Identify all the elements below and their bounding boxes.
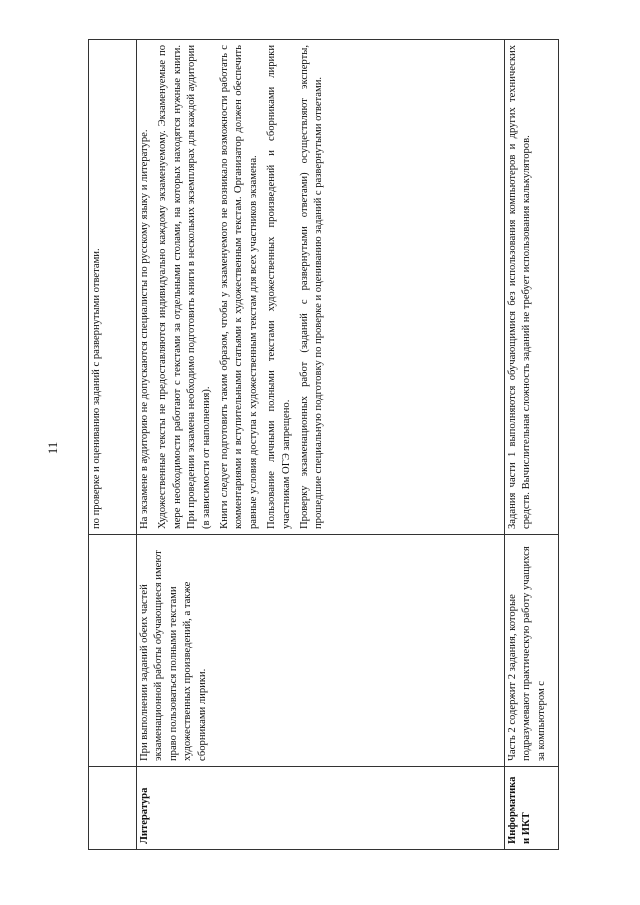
cell-empty [89, 535, 137, 767]
literature-rule-paragraph: Пользование личными полными текстами художественных произведений и сборниками лирики участникам ОГЭ запрещено. [266, 45, 292, 529]
literature-rules [137, 40, 505, 535]
table-row-informatics [505, 40, 559, 850]
literature-rule-paragraph: Проверку экзаменационных работ (заданий с развернутыми ответами) осуществляют эксперты, прошедшие специальную подготовку по проверке и оцениванию заданий с развернутыми ответами. [299, 45, 325, 529]
literature-rule-paragraph: На экзамене в аудиторию не допускаются специалисты по русскому языку и литературе. [139, 129, 150, 529]
subject-literature: Литература [137, 767, 505, 850]
literature-rule-paragraph: Художественные тексты не предоставляются индивидуально каждому экзаменуемому. Экзаменуемые по мере необходимости работают с текстами за отдельными столами, на которых находятся нужные книги. При проведении экзамена необходимо подготовить книги в нескольких экземплярах для каждой аудитории (в зависимости от наполнения). [157, 45, 212, 529]
rotated-page-content [88, 40, 550, 850]
literature-description: При выполнении заданий обеих частей экзаменационной работы обучающиеся имеют право пользоваться полными текстами художественных произведений, а также сборниками лирики. [137, 535, 505, 767]
exam-rules-table [88, 39, 559, 850]
literature-rule-paragraph: Книги следует подготовить таким образом, чтобы у экзаменуемого не возникало возможности работать с комментариями и вступительными статьями к художественным текстам. Организатор должен обеспечить равные условия доступа к художественным текстам для всех участников экзамена. [219, 45, 259, 529]
page-number: 11 [45, 441, 60, 455]
table-row-literature [137, 40, 505, 850]
table-row-continuation [89, 40, 137, 850]
continued-text: по проверке и оцениванию заданий с развернутыми ответами. [89, 40, 137, 535]
cell-empty [89, 767, 137, 850]
informatics-rules: Задания части 1 выполняются обучающимися без использования компьютеров и других технических средств. Вычислительная сложность заданий не требует использования калькуляторов. [505, 40, 559, 535]
informatics-description: Часть 2 содержит 2 задания, которые подразумевают практическую работу учащихся за компьютером с [505, 535, 559, 767]
subject-informatics: Информатика и ИКТ [505, 767, 559, 850]
